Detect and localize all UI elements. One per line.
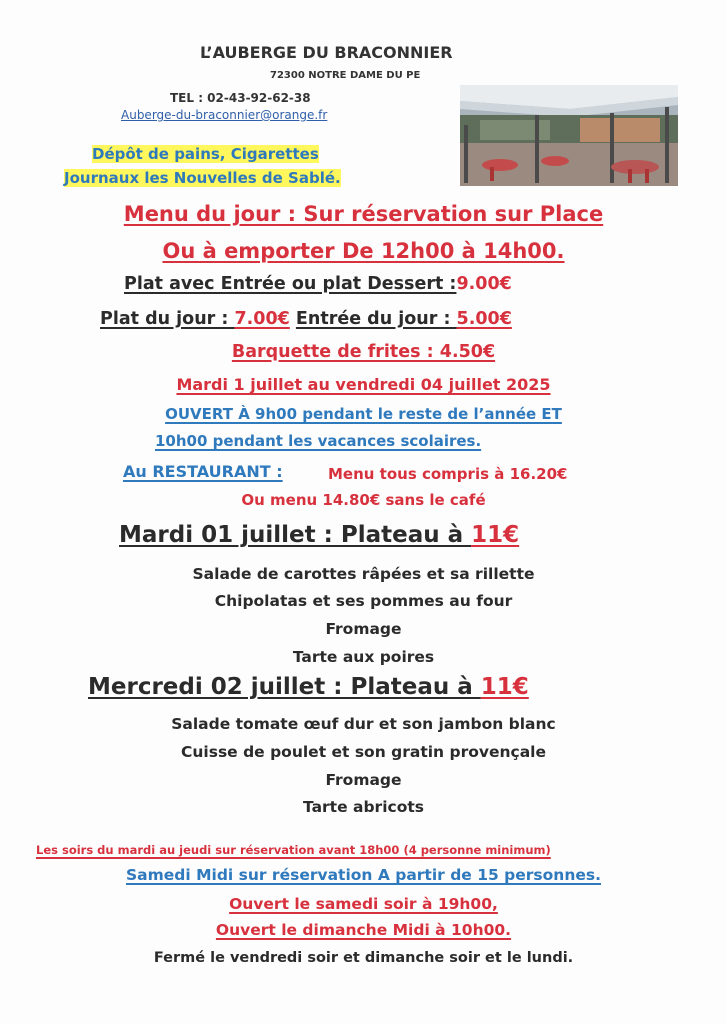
dish-item: Fromage	[325, 771, 402, 789]
dish-item: Salade tomate œuf dur et son jambon blanc	[171, 715, 556, 733]
day-title-tuesday	[119, 522, 519, 548]
phone-number: TEL : 02-43-92-62-38	[170, 91, 311, 105]
dish-item: Cuisse de poulet et son gratin provençale	[181, 743, 546, 761]
dish-item: Tarte aux poires	[292, 648, 435, 666]
terrace-photo	[460, 85, 678, 186]
day-title-text: Mercredi 02 juillet : Plateau à	[88, 674, 481, 700]
day-title-text: Mardi 01 juillet : Plateau à	[119, 522, 472, 548]
sunday-lunch-opening: Ouvert le dimanche Midi à 10h00.	[215, 921, 512, 939]
opening-line-2: 10h00 pendant les vacances scolaires.	[155, 432, 482, 450]
restaurant-alt-menu: Ou menu 14.80€ sans le café	[241, 491, 486, 509]
restaurant-label: Au RESTAURANT :	[123, 462, 283, 481]
email-link[interactable]: Auberge-du-braconnier@orange.fr	[121, 108, 328, 122]
dish-item: Chipolatas et ses pommes au four	[214, 592, 513, 610]
combo-price-line	[124, 274, 512, 294]
frites-price: Barquette de frites : 4.50€	[231, 342, 496, 362]
entree-label: Entrée du jour :	[295, 309, 457, 329]
dish-item: Salade de carottes râpées et sa rillette	[192, 565, 535, 583]
day-plate-price: 11€	[471, 522, 520, 548]
day-title-wednesday	[88, 674, 529, 700]
menu-takeaway-hours: Ou à emporter De 12h00 à 14h00.	[162, 239, 565, 263]
closing-days: Fermé le vendredi soir et dimanche soir et le lundi.	[153, 950, 574, 966]
menu-reservation: Menu du jour : Sur réservation sur Place	[123, 202, 604, 226]
restaurant-menu-price: Menu tous compris à 16.20€	[328, 465, 568, 483]
plat-label: Plat du jour :	[100, 309, 235, 329]
plat-entree-price-line	[100, 309, 512, 329]
day-plate-price: 11€	[480, 674, 529, 700]
menu-dates: Mardi 1 juillet au vendredi 04 juillet 2025	[176, 375, 551, 394]
entree-price: 5.00€	[456, 309, 512, 329]
highlight-line-1: Dépôt de pains, Cigarettes	[92, 145, 319, 163]
address: 72300 NOTRE DAME DU PE	[270, 70, 421, 81]
saturday-lunch-note: Samedi Midi sur réservation A partir de 15 personnes.	[126, 866, 601, 884]
restaurant-title: L’AUBERGE DU BRACONNIER	[200, 43, 453, 62]
dish-item: Tarte abricots	[303, 798, 424, 816]
opening-line-1: OUVERT À 9h00 pendant le reste de l’année ET	[165, 405, 562, 423]
combo-price: 9.00€	[456, 274, 512, 294]
dish-item: Fromage	[325, 620, 402, 638]
evening-reservation-note: Les soirs du mardi au jeudi sur réservation avant 18h00 (4 personne minimum)	[36, 843, 551, 857]
combo-label: Plat avec Entrée ou plat Dessert :	[124, 274, 457, 294]
saturday-evening-opening: Ouvert le samedi soir à 19h00,	[229, 895, 498, 913]
plat-price: 7.00€	[234, 309, 290, 329]
highlight-line-2: Journaux les Nouvelles de Sablé.	[64, 169, 341, 187]
